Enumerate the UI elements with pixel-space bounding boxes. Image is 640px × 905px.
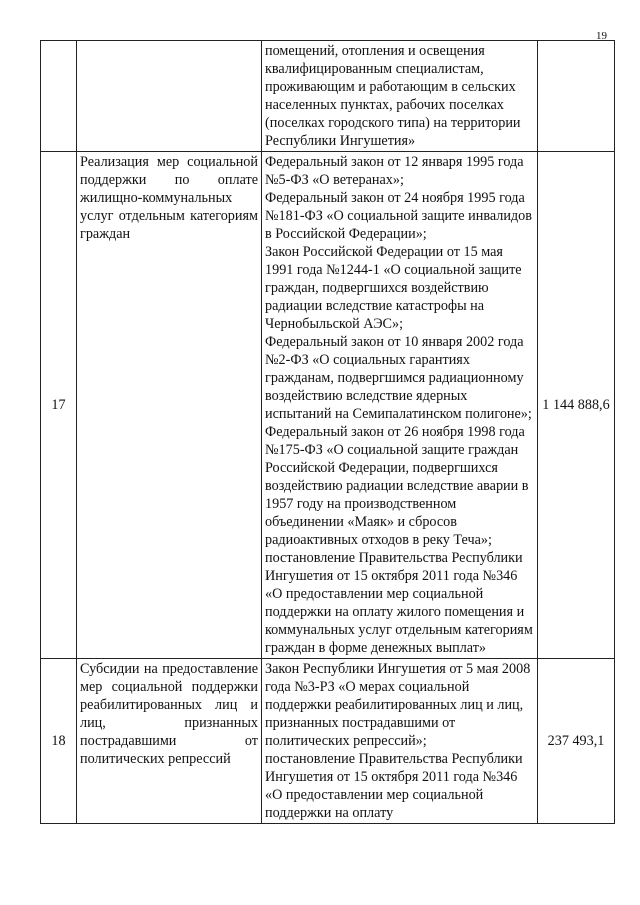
amount — [538, 41, 615, 152]
table-row — [41, 41, 615, 152]
legal-act: постановление Правительства Республики Ингушетия от 15 октября 2011 года №346 «О предоставлении мер социальной поддержки на оплату жилого помещения и коммунальных услуг отдельным категориям граждан в форме денежных выплат» — [265, 550, 533, 656]
legal-act: Закон Республики Ингушетия от 5 мая 2008 года №3-РЗ «О мерах социальной поддержки реабилитированных лиц и лиц, признанных пострадавшими от политических репрессий»; — [265, 661, 531, 749]
table-row — [41, 152, 615, 659]
measure-name: Субсидии на предоставление мер социальной поддержки реабилитированных лиц и лиц, признанных пострадавшими от политических репрессий — [77, 659, 262, 824]
legal-act: Федеральный закон от 26 ноября 1998 года №175-ФЗ «О социальной защите граждан Российской Федерации, подвергшихся воздействию радиации вследствие аварии в 1957 году на производственном объединении «Маяк» и сбросов радиоактивных отходов в реку Теча»; — [265, 424, 529, 548]
amount: 237 493,1 — [538, 659, 615, 824]
legal-act: Закон Российской Федерации от 15 мая 1991 года №1244-1 «О социальной защите граждан, подвергшихся воздействию радиации вследствие катастрофы на Чернобыльской АЭС»; — [265, 244, 522, 332]
measure-name — [77, 41, 262, 152]
legal-act: постановление Правительства Республики Ингушетия от 15 октября 2011 года №346 «О предоставлении мер социальной поддержки на оплату — [265, 751, 523, 821]
row-number — [41, 41, 77, 152]
legal-basis — [262, 659, 538, 824]
page-number: 19 — [596, 30, 607, 42]
amount: 1 144 888,6 — [538, 152, 615, 659]
measure-name: Реализация мер социальной поддержки по оплате жилищно-коммунальных услуг отдельным категориям граждан — [77, 152, 262, 659]
legal-basis — [262, 152, 538, 659]
table-row — [41, 659, 615, 824]
legal-act: Федеральный закон от 24 ноября 1995 года №181-ФЗ «О социальной защите инвалидов в Российской Федерации»; — [265, 190, 532, 242]
legal-act: Федеральный закон от 12 января 1995 года №5-ФЗ «О ветеранах»; — [265, 154, 524, 188]
legal-act: помещений, отопления и освещения квалифицированным специалистам, проживающим и работающим в сельских населенных пунктах, рабочих поселках (поселках городского типа) на территории Республики Ингушетия» — [265, 43, 521, 149]
legal-act: Федеральный закон от 10 января 2002 года №2-ФЗ «О социальных гарантиях гражданам, подвергшимся радиационному воздействию вследствие ядерных испытаний на Семипалатинском полигоне»; — [265, 334, 532, 422]
row-number: 18 — [41, 659, 77, 824]
budget-table — [40, 40, 615, 824]
legal-basis — [262, 41, 538, 152]
row-number: 17 — [41, 152, 77, 659]
